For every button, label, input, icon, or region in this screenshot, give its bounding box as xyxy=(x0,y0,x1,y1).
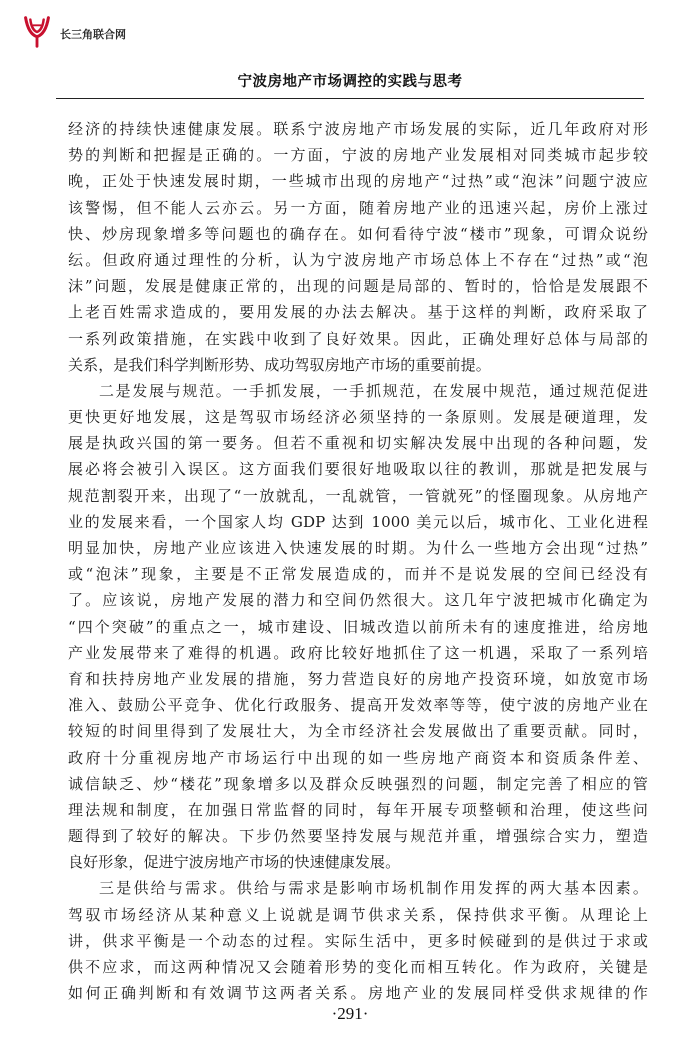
running-title: 宁波房地产市场调控的实践与思考 xyxy=(237,74,463,90)
text-line: 如何正确判断和有效调节这两者关系。房地产业的发展同样受供求规律的作 xyxy=(68,984,648,1003)
logo-text: 长三角联合网 xyxy=(60,28,126,41)
text-line: 了。应该说，房地产发展的潜力和空间仍然很大。这几年宁波把城市化确定为 xyxy=(68,591,648,610)
text-line: 驾驭市场经济从某种意义上说就是调节供求关系，保持供求平衡。从理论上 xyxy=(68,905,648,924)
text-line: 产业发展带来了难得的机遇。政府比较好地抓住了这一机遇，采取了一系列培 xyxy=(68,643,648,662)
text-line: 二是发展与规范。一手抓发展，一手抓规范，在发展中规范，通过规范促进 xyxy=(99,381,648,400)
text-line: “四个突破”的重点之一，城市建设、旧城改造以前所未有的速度推进，给房地 xyxy=(68,617,648,636)
text-line: 三是供给与需求。供给与需求是影响市场机制作用发挥的两大基本因素。 xyxy=(99,879,648,898)
text-line: 展必将会被引入误区。这方面我们要很好地吸取以往的教训，那就是把发展与 xyxy=(68,460,648,479)
text-line: 势的判断和把握是正确的。一方面，宁波的房地产业发展相对同类城市起步较 xyxy=(68,146,648,165)
text-line: 理法规和制度，在加强日常监督的同时，每年开展专项整顿和治理，使这些问 xyxy=(68,800,648,819)
text-line: 政府十分重视房地产市场运行中出现的如一些房地产商资本和资质条件差、 xyxy=(68,748,648,767)
body-text xyxy=(68,116,648,1006)
text-line: 经济的持续快速健康发展。联系宁波房地产市场发展的实际，近几年政府对形 xyxy=(68,120,648,138)
text-line: 业的发展来看，一个国家人均 GDP 达到 1000 美元以后，城市化、工业化进程 xyxy=(68,512,648,531)
header-rule xyxy=(56,98,644,99)
text-line: 一系列政策措施，在实践中收到了良好效果。因此，正确处理好总体与局部的 xyxy=(68,329,648,348)
text-line: 讲，供求平衡是一个动态的过程。实际生活中，更多时候碰到的是供过于求或 xyxy=(68,931,648,950)
text-line: 关系，是我们科学判断形势、成功驾驭房地产市场的重要前提。 xyxy=(68,355,491,374)
text-line: 诚信缺乏、炒“楼花”现象增多以及群众反映强烈的问题，制定完善了相应的管 xyxy=(68,774,648,793)
text-line: 该警惕，但不能人云亦云。另一方面，随着房地产业的迅速兴起，房价上涨过 xyxy=(68,198,648,217)
text-line: 准入、鼓励公平竞争、优化行政服务、提高开发效率等等，使宁波的房地产业在 xyxy=(68,696,648,715)
page-number: ·291· xyxy=(331,1004,369,1023)
text-line: 较短的时间里得到了发展壮大，为全市经济社会发展做出了重要贡献。同时， xyxy=(68,722,648,741)
text-line: 展是执政兴国的第一要务。但若不重视和切实解决发展中出现的各种问题，发 xyxy=(68,434,648,453)
text-line: 供不应求，而这两种情况又会随着形势的变化而相互转化。作为政府，关键是 xyxy=(68,958,648,976)
text-line: 沫”问题，发展是健康正常的，出现的问题是局部的、暂时的，恰恰是发展跟不 xyxy=(68,277,648,296)
text-line: 良好形象，促进宁波房地产市场的快速健康发展。 xyxy=(68,853,401,872)
text-line: 题得到了较好的解决。下步仍然要坚持发展与规范并重，增强综合实力，塑造 xyxy=(68,827,648,846)
text-line: 明显加快，房地产业应该进入快速发展的时期。为什么一些地方会出现“过热” xyxy=(68,539,648,557)
text-line: 纭。但政府通过理性的分析，认为宁波房地产市场总体上不存在“过热”或“泡 xyxy=(68,250,648,269)
text-line: 快、炒房现象增多等问题也的确存在。如何看待宁波“楼市”现象，可谓众说纷 xyxy=(68,224,648,243)
text-line: 更快更好地发展，这是驾驭市场经济必须坚持的一条原则。发展是硬道理，发 xyxy=(68,408,648,427)
logo-mark-icon xyxy=(18,12,56,50)
text-line: 规范割裂开来，出现了“一放就乱，一乱就管，一管就死”的怪圈现象。从房地产 xyxy=(68,486,648,505)
text-line: 上老百姓需求造成的，要用发展的办法去解决。基于这样的判断，政府采取了 xyxy=(68,303,648,322)
text-line: 育和扶持房地产业发展的措施，努力营造良好的房地产投资环境，如放宽市场 xyxy=(68,669,648,688)
site-logo xyxy=(18,12,126,50)
text-line: 晚，正处于快速发展时期，一些城市出现的房地产“过热”或“泡沫”问题宁波应 xyxy=(68,172,648,191)
text-line: 或“泡沫”现象，主要是不正常发展造成的，而并不是说发展的空间已经没有 xyxy=(68,565,648,584)
